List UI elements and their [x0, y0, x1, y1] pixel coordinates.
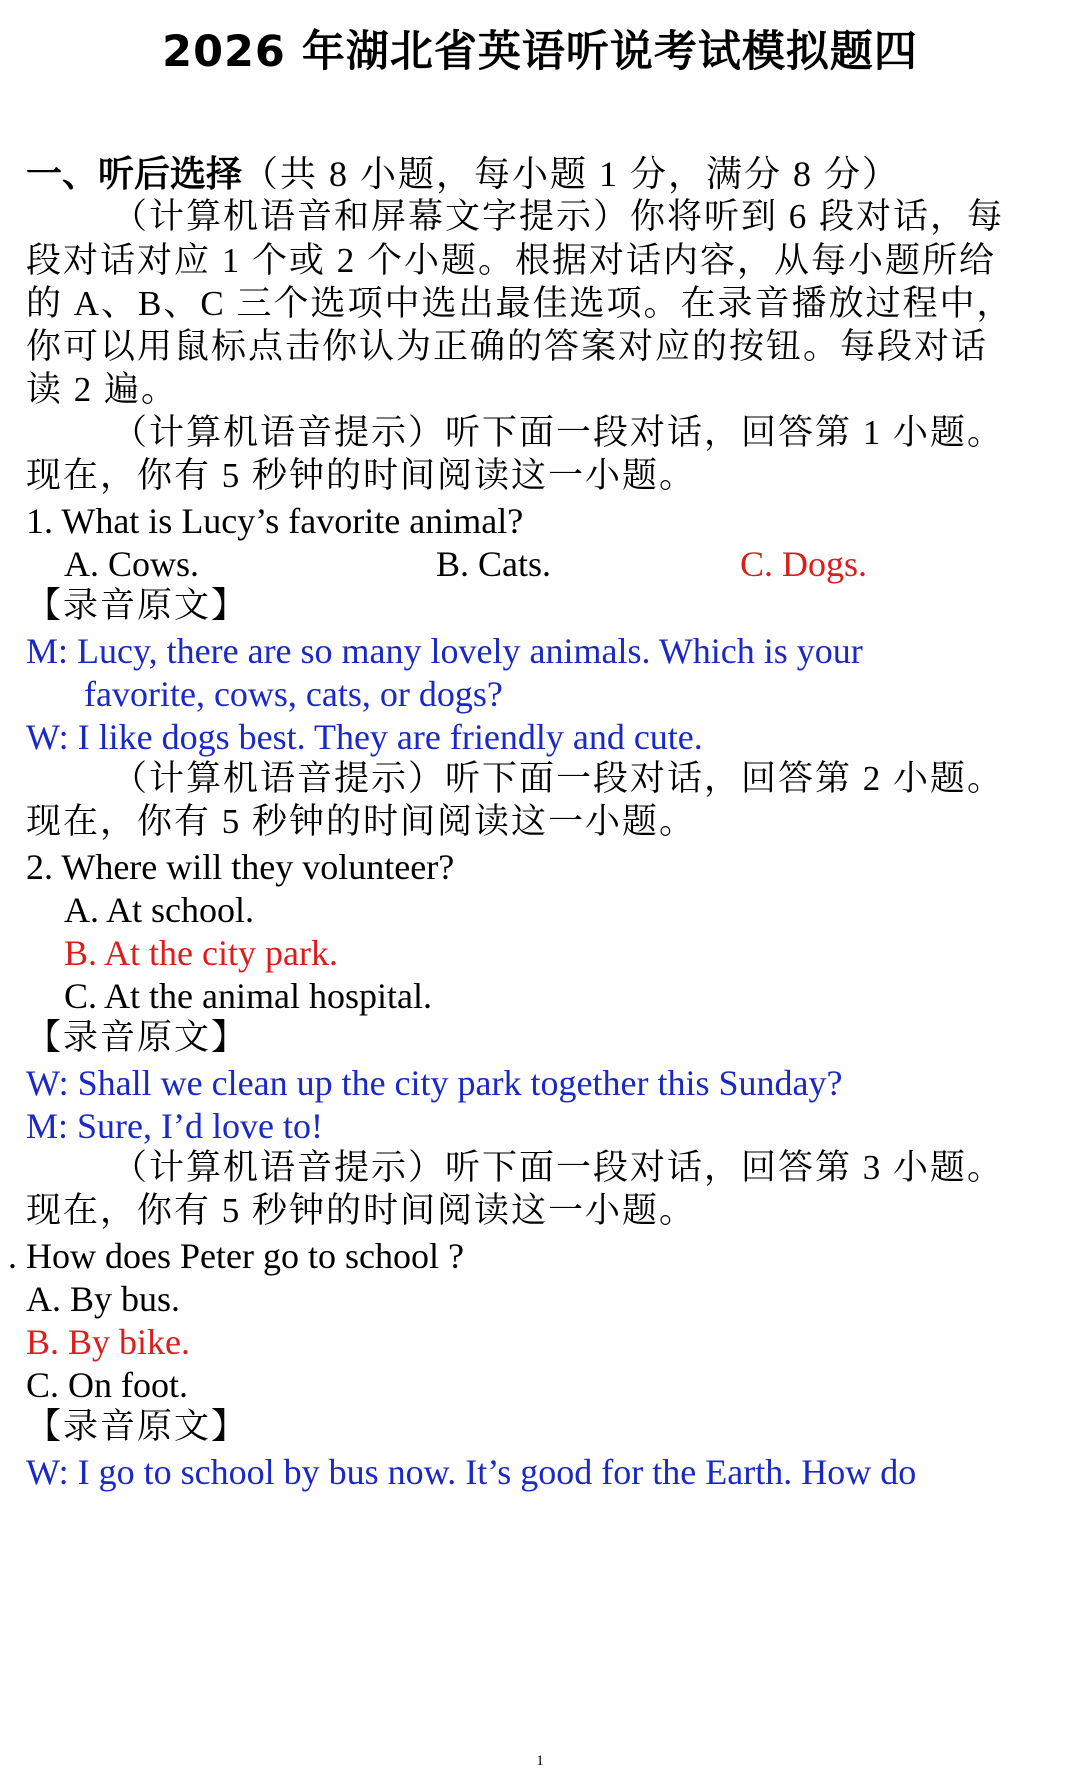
page-title: 2026 年湖北省英语听说考试模拟题四: [162, 27, 918, 77]
q2-option-c[interactable]: C. At the animal hospital.: [64, 976, 432, 1016]
q3-prompt-line-2: 现在，你有 5 秒钟的时间阅读这一小题。: [26, 1191, 697, 1230]
q3-transcript-label: 【录音原文】: [26, 1407, 249, 1446]
q3-question: . How does Peter go to school ?: [8, 1236, 464, 1276]
q2-option-b-answer[interactable]: B. At the city park.: [64, 933, 338, 973]
q3-option-b-answer[interactable]: B. By bike.: [26, 1322, 191, 1362]
q1-transcript-line-3: W: I like dogs best. They are friendly and cute.: [26, 717, 703, 757]
q1-prompt-line-2: 现在，你有 5 秒钟的时间阅读这一小题。: [26, 456, 697, 495]
q1-option-c-answer[interactable]: C. Dogs.: [740, 544, 868, 584]
q3-option-a[interactable]: A. By bus.: [26, 1279, 181, 1319]
q1-transcript-label: 【录音原文】: [26, 586, 249, 625]
intro-line-4: 你可以用鼠标点击你认为正确的答案对应的按钮。每段对话: [26, 327, 989, 366]
q2-transcript-label: 【录音原文】: [26, 1018, 249, 1057]
section-heading-label: 一、听后选择: [26, 154, 243, 195]
q2-prompt-line-2: 现在，你有 5 秒钟的时间阅读这一小题。: [26, 802, 697, 841]
page-number: 1: [536, 1753, 544, 1769]
section-heading-note: （共 8 小题，每小题 1 分，满分 8 分）: [242, 154, 901, 194]
q1-transcript-line-2: favorite, cows, cats, or dogs?: [84, 674, 503, 714]
intro-line-2: 段对话对应 1 个或 2 个小题。根据对话内容，从每小题所给: [26, 241, 997, 280]
q3-transcript-line-1: W: I go to school by bus now. It’s good for the Earth. How do: [26, 1452, 917, 1492]
q2-transcript-line-1: W: Shall we clean up the city park together this Sunday?: [26, 1063, 843, 1103]
q1-options: [26, 540, 1040, 588]
intro-line-1: （计算机语音和屏幕文字提示）你将听到 6 段对话，每: [112, 197, 1005, 236]
q2-prompt-line-1: （计算机语音提示）听下面一段对话，回答第 2 小题。: [112, 759, 1005, 798]
intro-line-3: 的 A、B、C 三个选项中选出最佳选项。在录音播放过程中，: [26, 284, 1014, 323]
q3-option-c[interactable]: C. On foot.: [26, 1365, 188, 1405]
q2-transcript-line-2: M: Sure, I’d love to!: [26, 1106, 323, 1146]
q1-prompt-line-1: （计算机语音提示）听下面一段对话，回答第 1 小题。: [112, 413, 1005, 452]
intro-line-5: 读 2 遍。: [26, 370, 179, 409]
q2-option-a[interactable]: A. At school.: [64, 890, 255, 930]
q1-option-a[interactable]: A. Cows.: [64, 544, 200, 584]
q1-transcript-line-1: M: Lucy, there are so many lovely animals. Which is your: [26, 631, 863, 671]
q1-option-b[interactable]: B. Cats.: [436, 544, 552, 584]
section-heading: [26, 150, 1040, 199]
q1-question: 1. What is Lucy’s favorite animal?: [26, 501, 524, 541]
q2-question: 2. Where will they volunteer?: [26, 847, 455, 887]
q3-prompt-line-1: （计算机语音提示）听下面一段对话，回答第 3 小题。: [112, 1148, 1005, 1187]
